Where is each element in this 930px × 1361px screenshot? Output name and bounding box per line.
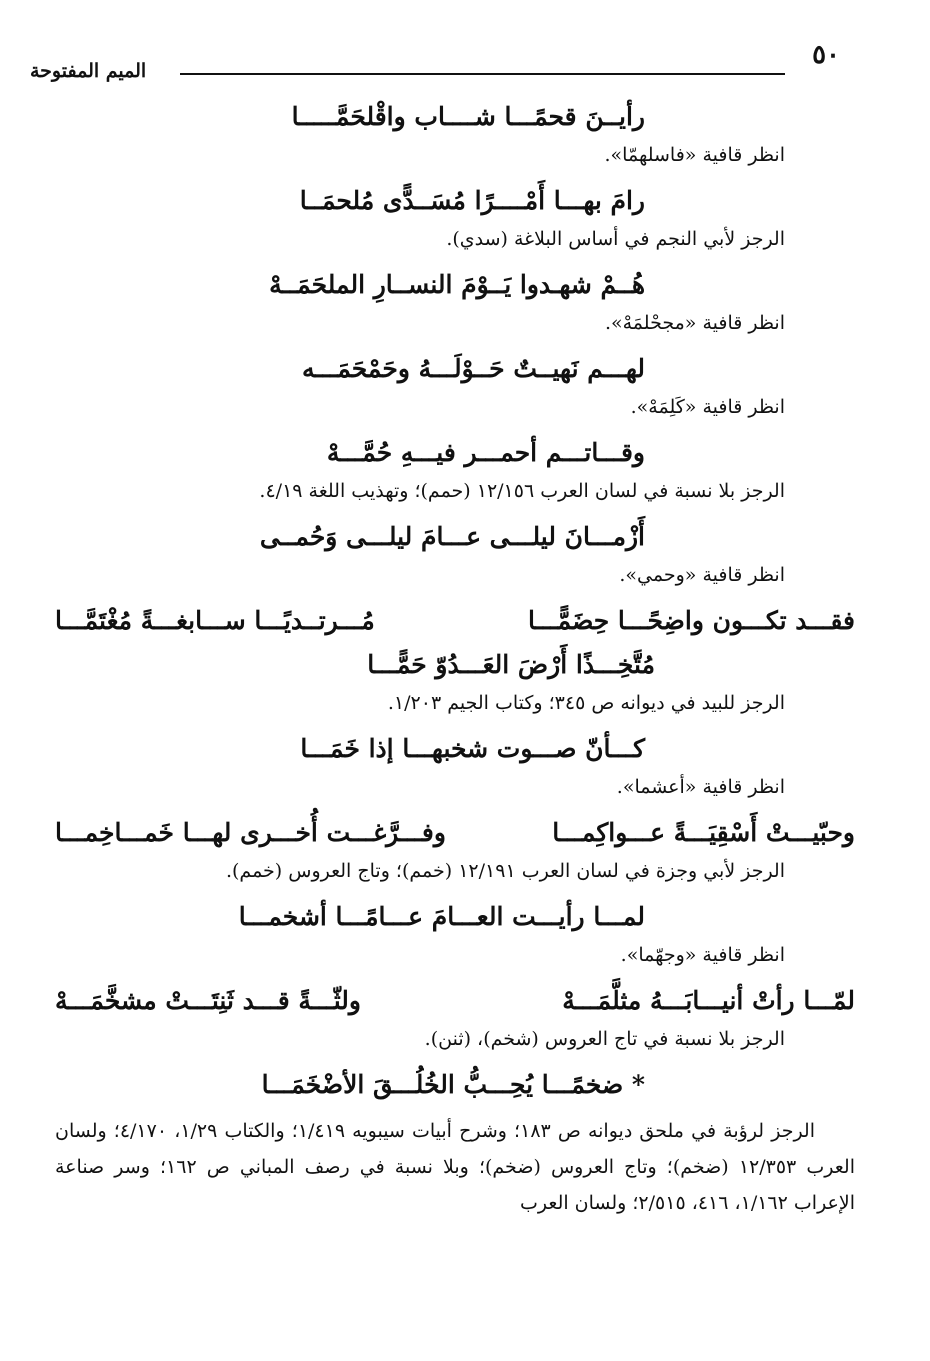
page-body: [55, 95, 855, 1221]
entry: [55, 515, 855, 591]
source-note: انظر قافية «فاسلهمّا».: [604, 144, 785, 166]
source-note: انظر قافية «وحمي».: [619, 564, 785, 586]
entry: [55, 431, 855, 507]
verse-line: لهـــم نَهيــتٌ حَــوْلَـــهُ وحَمْحَمَـــه: [301, 354, 645, 383]
entry-final: [55, 1063, 855, 1221]
verse-line: رأيــنَ قحمًـــا شــــاب واقْلحَمَّـــــا: [291, 102, 645, 131]
source-note: الرجز للبيد في ديوانه ص ٣٤٥؛ وكتاب الجيم ١/٢٠٣.: [387, 692, 785, 714]
source-note: الرجز لأبي وجزة في لسان العرب ١٢/١٩١ (خمم)؛ وتاج العروس (خمم).: [225, 860, 785, 882]
source-note: انظر قافية «مجحْلمَهْ».: [604, 312, 785, 334]
entry-couplet: [55, 811, 855, 887]
entry: [55, 95, 855, 171]
running-title: الميم المفتوحة: [30, 60, 147, 82]
hemistich-right: وحبّيـــتْ أَسْقِيَـــةً عـــواكِمـــا: [552, 818, 855, 847]
verse-line: أَزْمـــانَ ليلـــى عـــامَ ليلـــى وَحُمــى: [259, 522, 645, 551]
verse-line: مُتَّخِـــذًا أَرْضَ العَـــدُوّ حَمًّـــا: [367, 650, 655, 679]
source-paragraph: الرجز لرؤبة في ملحق ديوانه ص ١٨٣؛ وشرح أبيات سيبويه ١/٤١٩؛ والكتاب ١/٢٩، ٤/١٧٠؛ ولسان العرب ١٢/٣٥٣ (ضخم)؛ وتاج العروس (ضخم)؛ وبلا نسبة في رصف المباني ص ١٦٢؛ وسر صناعة الإعراب ١/١٦٢، ٤١٦، ٢/٥١٥؛ ولسان العرب: [55, 1120, 855, 1214]
verse-line: وقـــاتـــم أحمـــر فيـــهِ حُمَّـــهْ: [326, 438, 645, 467]
source-note: انظر قافية «وجهّما».: [620, 944, 785, 966]
entry: [55, 895, 855, 971]
verse-line: لمـــا رأيـــت العـــامَ عـــامًـــا أشخمـــا: [238, 902, 645, 931]
entry: [55, 347, 855, 423]
header-rule: [180, 73, 785, 75]
verse-line: * ضخمًـــا يُحِـــبُّ الخُلُـــقَ الأضْخَمَـــا: [261, 1070, 645, 1099]
page-header: [30, 40, 840, 80]
entry: [55, 179, 855, 255]
couplet-line: [55, 811, 855, 855]
source-note: انظر قافية «كَلِمَهْ».: [630, 396, 785, 418]
couplet-line: [55, 979, 855, 1023]
entry-couplet: [55, 599, 855, 719]
hemistich-right: لمّـــا رأتْ أنيـــابَـــهُ مثلَّمَـــهْ: [562, 986, 855, 1015]
hemistich-left: مُـــرتــديًـــا ســـابغـــةً مُغْتَمَّـــا: [55, 606, 375, 635]
verse-line: كـــأنّ صـــوت شخبهـــا إذا خَمَـــا: [300, 734, 645, 763]
page-number: ٥٠: [812, 40, 840, 70]
verse-line: رامَ بهـــا أَمْــــرًا مُسَــدًّى مُلحمَــا: [299, 186, 645, 215]
verse-line: هُــمْ شهـدوا يَــوْمَ النســارِ الملحَمَــهْ: [269, 270, 645, 299]
couplet-line: [55, 599, 855, 643]
entry: [55, 263, 855, 339]
hemistich-left: ولثّـــةً قـــد ثَنِتَـــتْ مشخَّمَـــهْ: [55, 986, 361, 1015]
source-note: الرجز لأبي النجم في أساس البلاغة (سدي).: [446, 228, 785, 250]
source-note: الرجز بلا نسبة في تاج العروس (شخم)، (ثنن).: [424, 1028, 785, 1050]
source-note: الرجز بلا نسبة في لسان العرب ١٢/١٥٦ (حمم)؛ وتهذيب اللغة ٤/١٩.: [259, 480, 785, 502]
source-note: انظر قافية «أعشما».: [616, 776, 785, 798]
entry-couplet: [55, 979, 855, 1055]
hemistich-right: فقـــد تكـــون واضِحًـــا حِضَمًّـــا: [528, 606, 855, 635]
entry: [55, 727, 855, 803]
hemistich-left: وفـــرَّغـــت أُخـــرى لهـــا خَمـــاخِمـــا: [55, 818, 446, 847]
